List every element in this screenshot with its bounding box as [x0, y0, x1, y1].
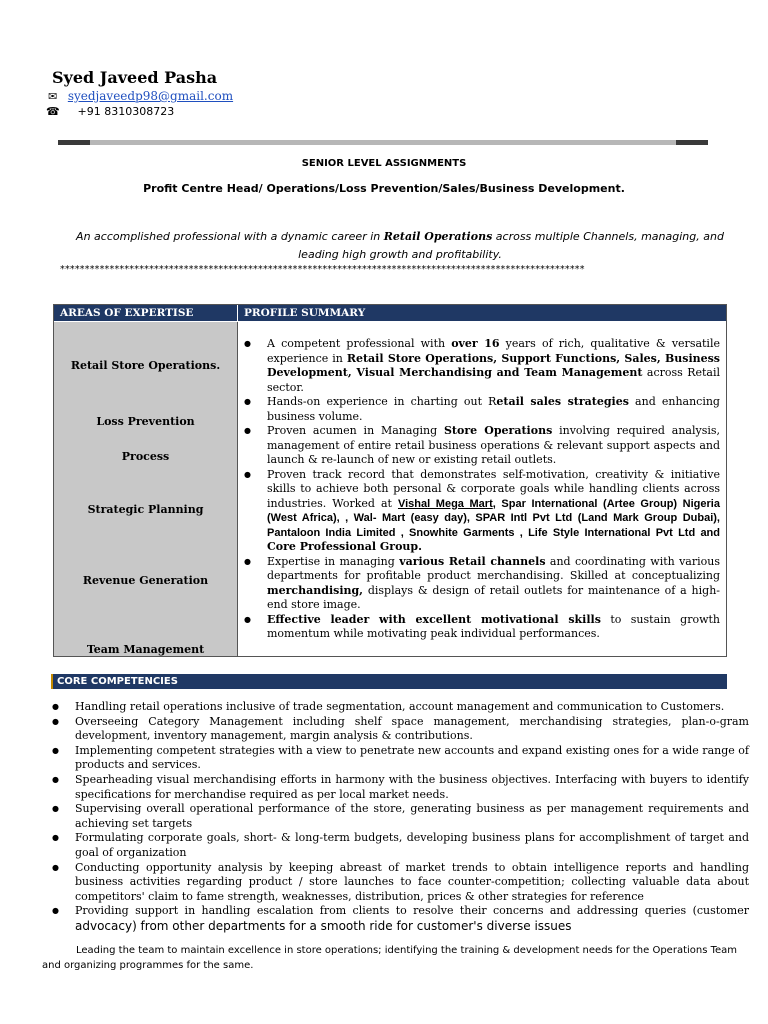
area-item: Process: [121, 450, 170, 463]
intro-paragraph: An accomplished professional with a dynamic career in Retail Operations across multiple Channels, managing, and leading high growth and profitability.: [76, 230, 724, 261]
area-item: Revenue Generation: [82, 574, 209, 587]
email-row: [48, 89, 233, 103]
envelope-icon: ✉: [48, 90, 58, 103]
email-link[interactable]: syedjaveedp98@gmail.com: [67, 89, 234, 103]
summary-item: ● Hands-on experience in charting out Retail sales strategies and enhancing business volume.: [244, 395, 720, 424]
closing-paragraph: Leading the team to maintain excellence in store operations; identifying the training & development needs for the Operations Team and organizing programmes for the same.: [42, 945, 738, 971]
competency-item: ● Implementing competent strategies with a view to penetrate new accounts and expand existing ones for a wide range of products and services.: [52, 744, 749, 773]
area-item: Team Management: [86, 643, 205, 656]
star-separator: **********************************************************************************************************: [60, 264, 585, 275]
summary-item: ● Proven acumen in Managing Store Operations involving required analysis, management of entire retail business operations & relevant support aspects and launch & re-launch of new or existing retail outlets.: [244, 424, 720, 468]
competency-item: ● Providing support in handling escalation from clients to resolve their concerns and addressing queries (customer advocacy) from other departments for a smooth ride for customer's diverse issues: [52, 904, 749, 934]
intro-highlight: Retail Operations: [383, 230, 493, 243]
core-competencies-list: [52, 700, 749, 935]
divider-bar: [58, 140, 708, 145]
area-item: Retail Store Operations.: [70, 359, 221, 372]
candidate-name: Syed Javeed Pasha: [52, 68, 218, 87]
competency-item: ● Formulating corporate goals, short- & long-term budgets, developing business plans for accomplishment of target and goal of organization: [52, 831, 749, 860]
competency-item: ● Conducting opportunity analysis by keeping abreast of market trends to obtain intelligence reports and handling business activities regarding product / store launches to face counter-competition; collecting valuable data about competitors' claim to fame strength, weaknesses, distribution, prices & other strategies for reference: [52, 861, 749, 905]
competency-item: ● Overseeing Category Management including shelf space management, merchandising strategies, plan-o-gram development, inventory management, margin analysis & contributions.: [52, 715, 749, 744]
telephone-icon: ☎: [46, 105, 60, 118]
summary-item: ● Proven track record that demonstrates self-motivation, creativity & initiative skills to achieve both personal & corporate goals while handling clients across industries. Worked at Vishal Mega Mart, Spar International (Artee Group) Nigeria (West Africa), , Wal- Mart (easy day), SPAR Intl Pvt Ltd (Land Mark Group Dubai), Pantaloon India Limited , Snowhite Garments , Life Style International Pvt Ltd and Core Professional Group.: [244, 468, 720, 555]
senior-level-heading: SENIOR LEVEL ASSIGNMENTS: [301, 158, 467, 169]
competency-item: ● Supervising overall operational performance of the store, generating business as per management requirements and achieving set targets: [52, 802, 749, 831]
competency-item: ● Handling retail operations inclusive of trade segmentation, account management and communication to Customers.: [52, 700, 749, 715]
profile-summary-header: PROFILE SUMMARY: [238, 305, 726, 321]
expertise-profile-table: [53, 304, 727, 657]
areas-of-expertise-header: AREAS OF EXPERTISE: [54, 305, 237, 321]
summary-item: ● Effective leader with excellent motivational skills to sustain growth momentum while motivating peak individual performances.: [244, 613, 720, 642]
core-competencies-header: CORE COMPETENCIES: [51, 674, 727, 689]
summary-item: ● A competent professional with over 16 years of rich, qualitative & versatile experience in Retail Store Operations, Support Functions, Sales, Business Development, Visual Merchandising and Team Management across Retail sector.: [244, 337, 720, 395]
area-item: Strategic Planning: [87, 503, 204, 516]
phone-row: [46, 105, 174, 118]
profile-summary-column: [244, 337, 720, 642]
roles-line: Profit Centre Head/ Operations/Loss Prevention/Sales/Business Development.: [143, 182, 625, 195]
competency-item: ● Spearheading visual merchandising efforts in harmony with the business objectives. Interfacing with buyers to identify specifications for merchandise required as per local market needs.: [52, 773, 749, 802]
summary-item: ● Expertise in managing various Retail channels and coordinating with various departments for profitable product merchandising. Skilled at conceptualizing merchandising, displays & design of retail outlets for maintenance of a high-end store image.: [244, 555, 720, 613]
area-item: Loss Prevention: [96, 415, 195, 428]
phone-number: +91 8310308723: [77, 105, 175, 118]
expertise-column: [54, 322, 238, 656]
